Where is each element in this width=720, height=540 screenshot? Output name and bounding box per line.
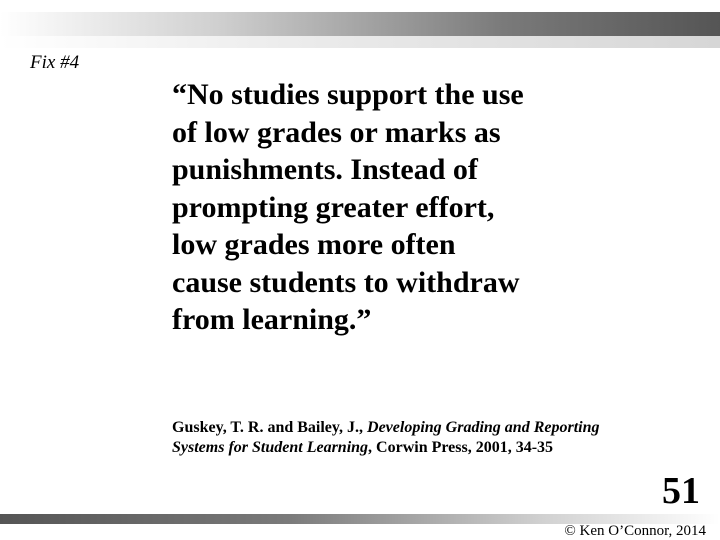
slide-label: Fix #4 [30, 52, 80, 73]
top-decorative-bar [0, 12, 720, 36]
citation-authors: Guskey, T. R. and Bailey, J., [172, 419, 368, 436]
citation [172, 418, 632, 458]
page-number: 51 [662, 470, 700, 512]
top-decorative-bar-light [0, 36, 720, 48]
citation-book-title: Developing Grading and Reporting Systems for Student Learning [172, 419, 600, 456]
copyright-notice: © Ken O’Connor, 2014 [564, 523, 706, 539]
citation-publisher: , Corwin Press, 2001, 34-35 [368, 439, 554, 456]
quote-text: “No studies support the use of low grades or marks as punishments. Instead of prompting greater effort, low grades more often cause students to withdraw from learning.” [172, 78, 524, 336]
